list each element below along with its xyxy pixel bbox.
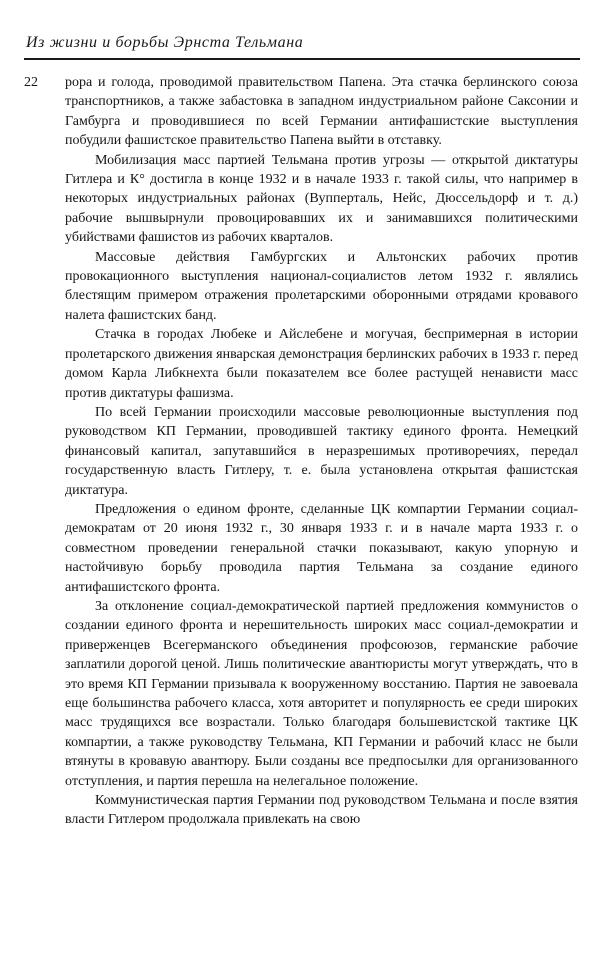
- header-rule: [24, 58, 580, 60]
- running-head: Из жизни и борьбы Эрнста Тельмана: [26, 34, 304, 51]
- body-text: [65, 73, 578, 830]
- paragraph-mass-actions: Массовые действия Гамбургских и Альтонских рабочих против провокационного выступления национал-социалистов летом 1932 г. являлись блестящим примером отражения пролетарскими оборонными отрядами кровавого налета фашистских банд.: [65, 249, 578, 323]
- paragraph-mobilization: Мобилизация масс партией Тельмана против угрозы — открытой диктатуры Гитлера и К° достигла в конце 1932 и в начале 1933 г. такой силы, что например в некоторых индустриальных районах (Вупперталь, Нейс, Дюссельдорф и т. д.) рабочие вышвырнули провоцировавших их и занимавшихся политическими убийствами фашистов из рабочих кварталов.: [65, 152, 578, 246]
- paragraph-rejection: За отклонение социал-демократической партией предложения коммунистов о создании единого фронта и нерешительность широких масс социал-демократии и приверженцев Всегерманского объединения профсоюзов, германские рабочие заплатили дорогой ценой. Лишь политические авантюристы могут утверждать, что в это время КП Германии призывала к вооруженному восстанию. Партия не завоевала еще большинства рабочего класса, хотя авторитет и популярность ее среди широких масс трудящихся все возрастали. Только благодаря большевистской тактике ЦК компартии, а также руководству Тельмана, КП Германии и рабочий класс не были втянуты в кровавую авантюру. Были созданы все предпосылки для организованного отступления, и партия перешла на нелегальное положение.: [65, 598, 578, 789]
- paragraph-united-front-proposals: Предложения о едином фронте, сделанные ЦК компартии Германии социал-демократам от 20 июня 1932 г., 30 января 1933 г. и в начале марта 1933 г. о совместном проведении генеральной стачки показывают, какую упорную и настойчивую борьбу проводила партия Тельмана за создание единого антифашистского фронта.: [65, 501, 578, 595]
- paragraph-strike-lubeck: Стачка в городах Любеке и Айслебене и могучая, беспримерная в истории пролетарского движения январская демонстрация берлинских рабочих в 1933 г. перед домом Карла Либкнехта были показателем все более растущей ненависти масс против диктатуры фашизма.: [65, 327, 578, 401]
- paragraph-after-seizure: Коммунистическая партия Германии под руководством Тельмана и после взятия власти Гитлером продолжала привлекать на свою: [65, 793, 578, 828]
- paragraph-continued: рора и голода, проводимой правительством Папена. Эта стачка берлинского союза транспортников, а также забастовка в западном индустриальном районе Саксонии и Гамбурга и проводившиеся по всей Германии антифашистские выступления побудили фашистское правительство Папена выйти в отставку.: [65, 75, 578, 149]
- paragraph-revolutionary-actions: По всей Германии происходили массовые революционные выступления под руководством КП Германии, проводившей тактику единого фронта. Немецкий финансовый капитал, запутавшийся в неразрешимых противоречиях, передал государственную власть Гитлеру, т. е. была установлена открытая фашистская диктатура.: [65, 404, 578, 498]
- page-number: 22: [24, 75, 38, 90]
